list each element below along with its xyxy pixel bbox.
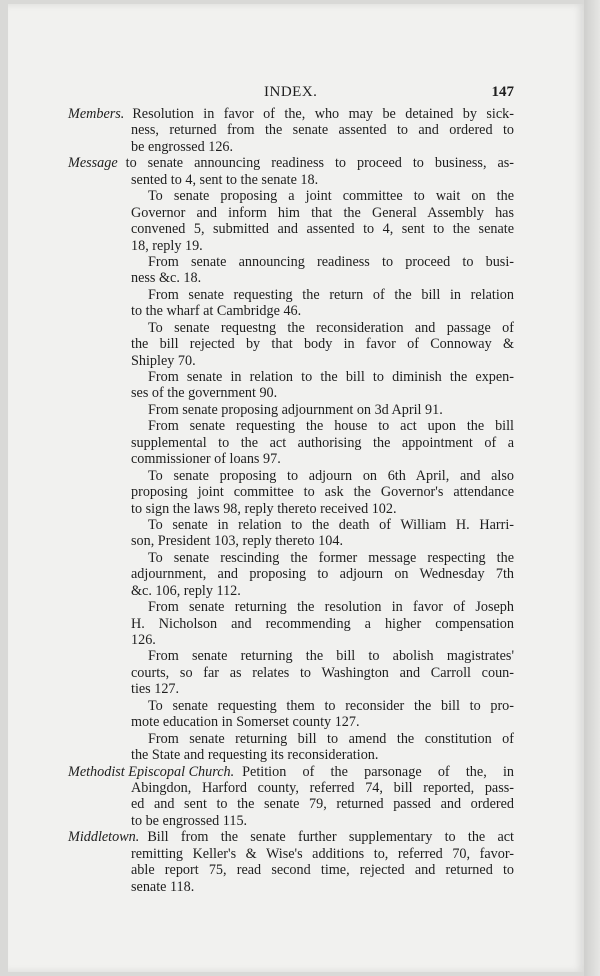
text-line xyxy=(68,796,514,812)
text-line xyxy=(68,879,514,895)
entry-text: commissioner of loans 97. xyxy=(131,451,281,468)
entry-text: Abingdon, Harford county, referred 74, bill reported, pass- xyxy=(131,779,514,796)
text-line xyxy=(68,435,514,451)
entry-text: From senate returning bill to amend the constitution of xyxy=(148,730,514,747)
entry-text: Bill from the senate further supplementary to the act xyxy=(147,829,514,846)
text-line xyxy=(68,353,514,369)
entry-text: From senate requesting the house to act upon the bill xyxy=(148,418,514,435)
entry-heading: Methodist Episcopal Church. xyxy=(68,763,235,780)
entry-text: To senate in relation to the death of William H. Harri- xyxy=(148,516,514,533)
entry-text: convened 5, submitted and assented to 4, sent to the senate xyxy=(131,221,514,238)
entry-text: mote education in Somerset county 127. xyxy=(131,714,360,731)
text-line xyxy=(68,402,514,418)
entry-text: sented to 4, sent to the senate 18. xyxy=(131,171,319,188)
entry-text: &c. 106, reply 112. xyxy=(131,582,241,599)
entry-text: To senate proposing a joint committee to wait on the xyxy=(148,188,514,205)
text-line xyxy=(68,583,514,599)
text-line xyxy=(68,385,514,401)
text-line xyxy=(68,632,514,648)
text-line xyxy=(68,829,514,845)
text-line xyxy=(68,172,514,188)
index-entry xyxy=(68,829,514,895)
entry-text: From senate in relation to the bill to diminish the expen- xyxy=(148,369,514,385)
text-line xyxy=(68,287,514,303)
entry-text: 18, reply 19. xyxy=(131,237,203,254)
entry-text: H. Nicholson and recommending a higher compensation xyxy=(131,615,514,632)
text-line xyxy=(68,714,514,730)
entry-text: To senate requestng the reconsideration and passage of xyxy=(148,319,514,336)
page-edge xyxy=(584,0,600,976)
entry-text: to sign the laws 98, reply thereto received 102. xyxy=(131,500,397,517)
text-line xyxy=(68,336,514,352)
entry-text: ties 127. xyxy=(131,681,180,698)
text-line xyxy=(68,238,514,254)
text-line xyxy=(68,681,514,697)
text-line xyxy=(68,303,514,319)
text-line xyxy=(68,648,514,664)
entry-heading: Message xyxy=(68,155,118,172)
text-line xyxy=(68,484,514,500)
sub-entry xyxy=(68,320,514,369)
text-line xyxy=(68,616,514,632)
text-line xyxy=(68,599,514,615)
entry-text: From senate returning the resolution in favor of Joseph xyxy=(148,599,514,616)
entry-text: adjournment, and proposing to adjourn on Wednesday 7th xyxy=(131,566,514,583)
entry-text: Shipley 70. xyxy=(131,352,196,369)
text-line xyxy=(68,221,514,237)
text-line xyxy=(68,270,514,286)
entry-text: son, President 103, reply thereto 104. xyxy=(131,533,343,550)
text-line xyxy=(68,254,514,270)
sub-entry xyxy=(68,648,514,697)
sub-entry xyxy=(68,254,514,287)
entry-text: courts, so far as relates to Washington and Carroll coun- xyxy=(131,664,514,681)
entry-text: the State and requesting its reconsideration. xyxy=(131,747,379,764)
text-line xyxy=(68,418,514,434)
text-line xyxy=(68,369,514,385)
text-line xyxy=(68,533,514,549)
entry-text: 126. xyxy=(131,632,156,648)
text-line xyxy=(68,846,514,862)
text-line xyxy=(68,517,514,533)
sub-entry xyxy=(68,468,514,517)
text-line xyxy=(68,205,514,221)
text-line xyxy=(68,862,514,878)
text-line xyxy=(68,122,514,138)
text-line xyxy=(68,764,514,780)
entry-text: ses of the government 90. xyxy=(131,385,278,402)
entry-text: From senate proposing adjournment on 3d April 91. xyxy=(148,401,443,418)
entry-text: ness &c. 18. xyxy=(131,270,202,287)
text-line xyxy=(68,501,514,517)
index-text xyxy=(68,80,514,895)
entry-text: the bill rejected by that body in favor of Connoway & xyxy=(131,336,514,353)
entry-text: proposing joint committee to ask the Governor's attendance xyxy=(131,484,514,501)
entry-text: From senate announcing readiness to proceed to busi- xyxy=(148,253,514,270)
entry-text: From senate requesting the return of the bill in relation xyxy=(148,286,514,303)
entry-heading: Middletown. xyxy=(68,829,140,846)
entry-text: senate 118. xyxy=(131,878,195,895)
entry-text: To senate requesting them to reconsider the bill to pro- xyxy=(148,697,514,714)
text-line xyxy=(68,747,514,763)
entry-text: supplemental to the act authorising the appointment of a xyxy=(131,434,514,451)
entry-text: to senate announcing readiness to proceed to business, as- xyxy=(125,155,514,172)
text-line xyxy=(68,468,514,484)
text-line xyxy=(68,550,514,566)
sub-entry xyxy=(68,188,514,254)
entry-text: To senate rescinding the former message respecting the xyxy=(148,549,514,566)
entry-heading: Members. xyxy=(68,106,125,122)
sub-entry xyxy=(68,369,514,402)
text-line xyxy=(68,320,514,336)
entry-text: to the wharf at Cambridge 46. xyxy=(131,303,302,320)
sub-entry xyxy=(68,287,514,320)
sub-entry xyxy=(68,418,514,467)
running-header xyxy=(68,80,514,106)
index-entry xyxy=(68,106,514,155)
text-line xyxy=(68,106,514,122)
text-line xyxy=(68,155,514,171)
entry-text: Petition of the parsonage of the, in xyxy=(242,763,514,780)
entry-text: be engrossed 126. xyxy=(131,138,234,155)
text-line xyxy=(68,813,514,829)
entry-text: ed and sent to the senate 79, returned passed and ordered xyxy=(131,796,514,813)
entry-text: Governor and inform him that the General Assembly has xyxy=(131,204,514,221)
text-line xyxy=(68,665,514,681)
text-line xyxy=(68,698,514,714)
entry-text: ness, returned from the senate assented to and ordered to xyxy=(131,122,514,139)
text-line xyxy=(68,731,514,747)
sub-entry xyxy=(68,599,514,648)
entry-text: able report 75, read second time, rejected and returned to xyxy=(131,862,514,879)
sub-entry xyxy=(68,402,514,418)
text-line xyxy=(68,451,514,467)
entry-text: remitting Keller's & Wise's additions to, referred 70, favor- xyxy=(131,845,514,862)
entry-text: From senate returning the bill to abolish magistrates' xyxy=(148,648,514,665)
entry-text: Resolution in favor of the, who may be detained by sick- xyxy=(132,106,514,122)
sub-entry xyxy=(68,731,514,764)
entry-text: To senate proposing to adjourn on 6th April, and also xyxy=(148,467,514,484)
sub-entry xyxy=(68,550,514,599)
sub-entry xyxy=(68,517,514,550)
text-line xyxy=(68,139,514,155)
index-entry xyxy=(68,764,514,830)
text-line xyxy=(68,188,514,204)
index-entries xyxy=(68,106,514,895)
page-number: 147 xyxy=(491,84,514,100)
page-title: INDEX. xyxy=(264,84,318,100)
text-line xyxy=(68,566,514,582)
entry-text: to be engrossed 115. xyxy=(131,812,248,829)
sub-entry xyxy=(68,698,514,731)
index-entry xyxy=(68,155,514,188)
text-line xyxy=(68,780,514,796)
